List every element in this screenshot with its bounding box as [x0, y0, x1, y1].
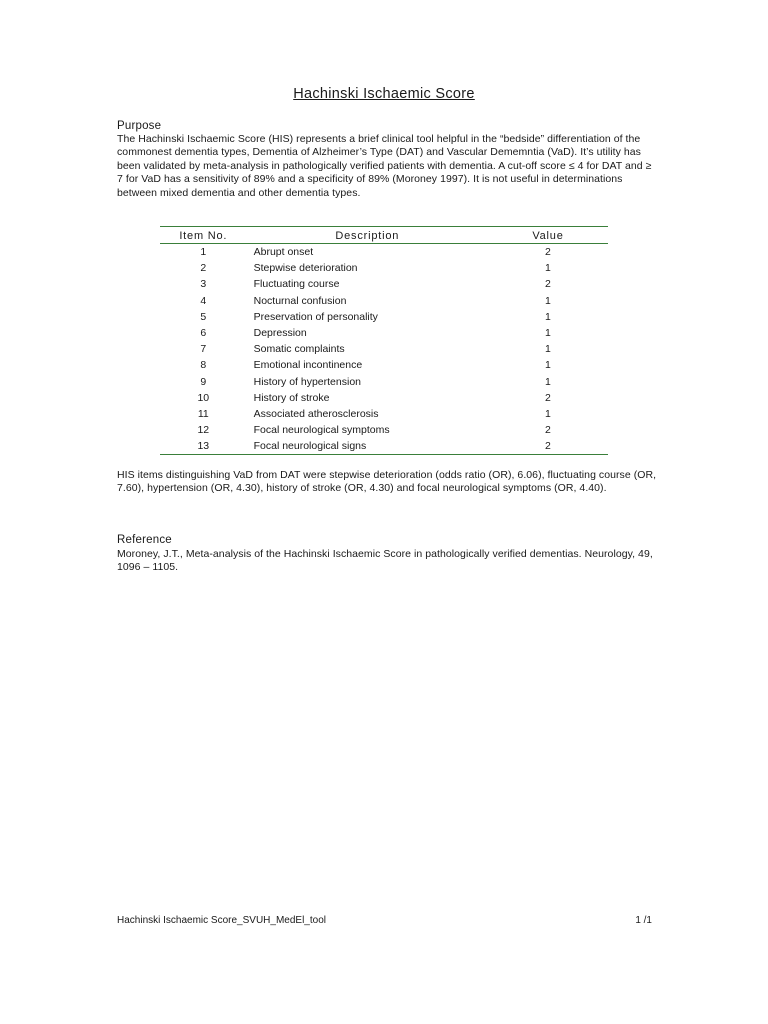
item-value-cell: 1: [545, 262, 551, 275]
item-number-cell: 9: [200, 375, 207, 388]
table-row: [160, 293, 608, 309]
item-value-cell: 2: [545, 391, 551, 404]
table-row: [160, 422, 608, 438]
item-value-cell: 1: [545, 294, 551, 307]
table-row: [160, 438, 608, 455]
item-number-cell: 3: [200, 278, 207, 291]
table-row: [160, 309, 608, 325]
table-row: [160, 260, 608, 276]
item-value-cell: 2: [545, 278, 551, 291]
item-description-cell: Focal neurological signs: [247, 438, 488, 455]
item-value-cell: 2: [545, 246, 551, 259]
item-number-cell: 4: [200, 294, 207, 307]
item-number-cell: 11: [197, 407, 209, 420]
item-number-cell: 2: [200, 262, 207, 275]
item-description-cell: Emotional incontinence: [253, 359, 363, 372]
his-items-paragraph: HIS items distinguishing VaD from DAT were stepwise deterioration (odds ratio (OR), 6.06), fluctuating course (OR, 7.60), hypertension (OR, 4.30), history of stroke (OR, 4.30) and focal neurological symptoms (OR, 4.40).: [117, 469, 657, 495]
item-description-cell: Somatic complaints: [253, 343, 345, 356]
item-description-cell: Abrupt onset: [253, 246, 314, 259]
item-description-cell: History of hypertension: [253, 375, 361, 388]
item-value-cell: 1: [545, 310, 551, 323]
table-row: [160, 357, 608, 373]
item-description-cell: Preservation of personality: [253, 310, 378, 323]
item-number-cell: 10: [197, 391, 210, 404]
item-number-cell: 13: [160, 438, 247, 455]
table-body: [160, 244, 608, 455]
item-description-cell: Depression: [253, 327, 307, 340]
table-row: [160, 374, 608, 390]
table-header-row: [160, 227, 608, 244]
item-number-cell: 8: [200, 359, 207, 372]
document-title: Hachinski Ischaemic Score: [293, 86, 475, 102]
item-description-cell: Nocturnal confusion: [253, 294, 347, 307]
item-description-cell: Stepwise deterioration: [253, 262, 358, 275]
reference-heading: Reference: [117, 534, 172, 546]
purpose-heading: Purpose: [117, 120, 162, 132]
reference-citation: Moroney, J.T., Meta-analysis of the Hachinski Ischaemic Score in pathologically verified dementias. Neurology, 49, 1096 – 1105.: [117, 548, 653, 574]
item-value-cell: 1: [545, 359, 551, 372]
item-value-cell: 1: [545, 343, 551, 356]
item-value-cell: 1: [545, 407, 551, 420]
table-row: [160, 341, 608, 357]
item-number-cell: 7: [200, 343, 207, 356]
item-value-cell: 1: [545, 327, 551, 340]
header-item-no: Item No.: [160, 227, 247, 244]
header-description: Description: [247, 227, 488, 244]
header-value: Value: [488, 227, 608, 244]
item-value-cell: 2: [488, 438, 608, 455]
table-row: [160, 276, 608, 292]
table-row: [160, 325, 608, 341]
table-row: [160, 406, 608, 422]
item-description-cell: Fluctuating course: [253, 278, 340, 291]
footer-filename: Hachinski Ischaemic Score_SVUH_MedEl_tool: [117, 915, 326, 926]
item-number-cell: 12: [197, 424, 210, 437]
item-value-cell: 2: [545, 424, 551, 437]
hachinski-items-table: [160, 226, 608, 455]
item-number-cell: 5: [200, 310, 207, 323]
item-number-cell: 1: [200, 246, 207, 259]
item-number-cell: 6: [200, 327, 207, 340]
item-description-cell: Focal neurological symptoms: [253, 424, 390, 437]
item-description-cell: Associated atherosclerosis: [253, 407, 379, 420]
item-description-cell: History of stroke: [253, 391, 330, 404]
footer-page-number: 1 /1: [635, 915, 652, 926]
purpose-paragraph: The Hachinski Ischaemic Score (HIS) represents a brief clinical tool helpful in the “bedside” differentiation of the commonest dementia types, Dementia of Alzheimer’s Type (DAT) and Vascular Dememntia (VaD). It’s utility has been validated by meta-analysis in pathologically verified patients with dementia. A cut-off score ≤ 4 for DAT and ≥ 7 for VaD has a sensitivity of 89% and a specificity of 89% (Moroney 1997). It is not useful in determinations between mixed dementia and other dementia types.: [117, 133, 652, 199]
table-row: [160, 244, 608, 261]
table-row: [160, 390, 608, 406]
item-value-cell: 1: [545, 375, 551, 388]
